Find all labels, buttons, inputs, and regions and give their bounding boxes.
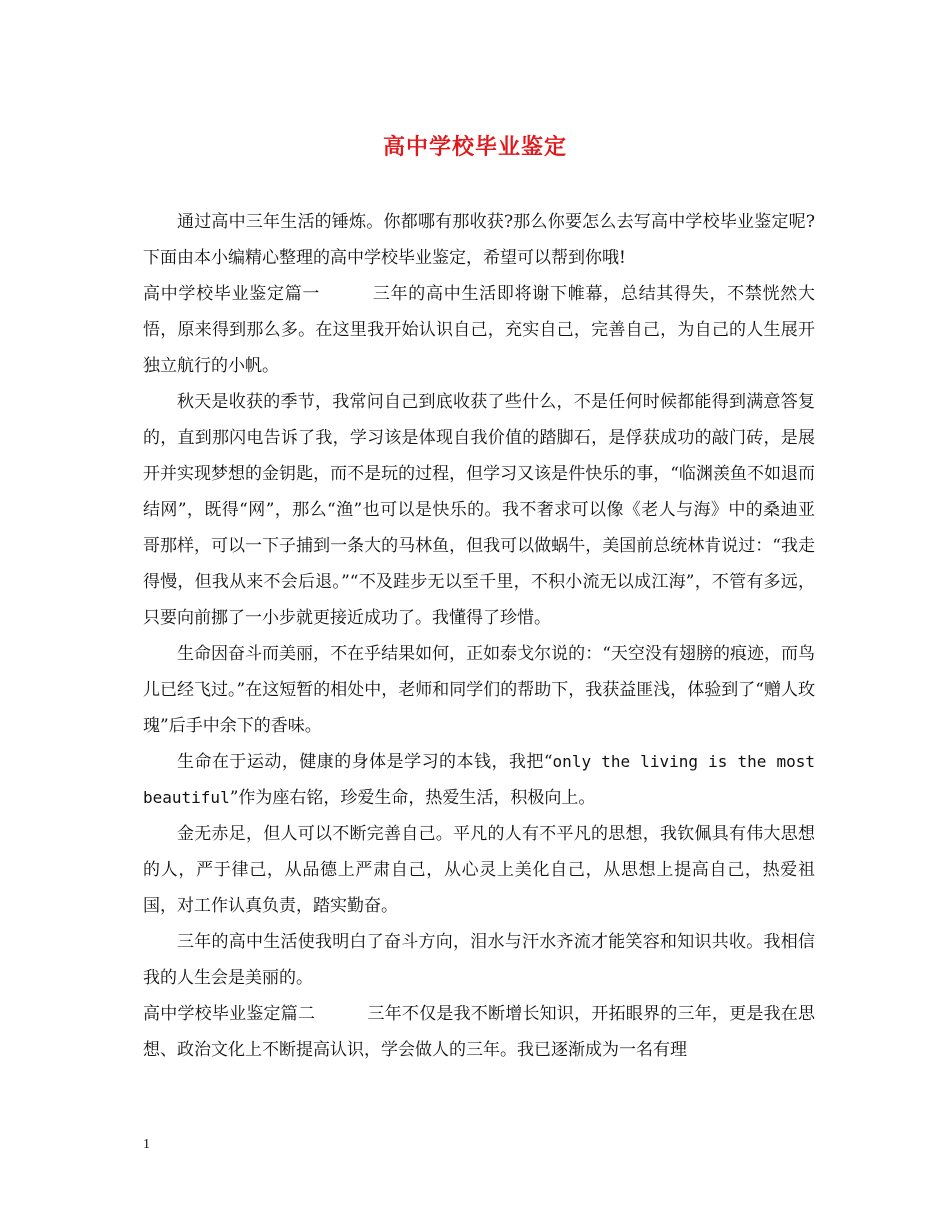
section-1-heading: 高中学校毕业鉴定篇一 bbox=[143, 284, 321, 304]
health-text-before: 生命在于运动，健康的身体是学习的本钱，我把“ bbox=[177, 752, 553, 772]
section-2-heading: 高中学校毕业鉴定篇二 bbox=[143, 1004, 316, 1024]
section-2-first-text: 三年不仅是我不断增长知识，开拓眼界的三年，更是我在思想、政治文化上不断提高认识，学会做人的三年。我已逐渐成为一名有理 bbox=[143, 1004, 816, 1060]
document-body bbox=[143, 204, 815, 1068]
section-1-paragraph-autumn: 秋天是收获的季节，我常问自己到底收获了些什么，不是任何时候都能得到满意答复的，直到那闪电告诉了我，学习该是体现自我价值的踏脚石，是俘获成功的敲门砖，是展开并实现梦想的金钥匙，而不是玩的过程，但学习又该是件快乐的事，“临渊羡鱼不如退而结网”，既得“网”，那么“渔”也可以是快乐的。我不奢求可以像《老人与海》中的桑迪亚哥那样，可以一下子捕到一条大的马林鱼，但我可以做蜗牛，美国前总统林肯说过：“我走得慢，但我从来不会后退。”“不及跬步无以至千里，不积小流无以成江海”，不管有多远，只要向前挪了一小步就更接近成功了。我懂得了珍惜。 bbox=[143, 392, 815, 628]
motto-quote: only the living is the most beautiful bbox=[143, 752, 815, 807]
section-1-paragraph-health bbox=[143, 744, 815, 816]
section-1-paragraph-struggle: 生命因奋斗而美丽，不在乎结果如何，正如泰戈尔说的：“天空没有翅膀的痕迹，而鸟儿已经飞过。”在这短暂的相处中，老师和同学们的帮助下，我获益匪浅，体验到了“赠人玫瑰”后手中余下的香味。 bbox=[143, 644, 815, 736]
section-1-first-text: 三年的高中生活即将谢下帷幕，总结其得失，不禁恍然大悟，原来得到那么多。在这里我开始认识自己，充实自己，完善自己，为自己的人生展开独立航行的小帆。 bbox=[143, 284, 816, 376]
document-title: 高中学校毕业鉴定 bbox=[382, 134, 567, 160]
health-text-after: ”作为座右铭，珍爱生命，热爱生活，积极向上。 bbox=[229, 788, 596, 808]
section-1-paragraph-improve: 金无赤足，但人可以不断完善自己。平凡的人有不平凡的思想，我钦佩具有伟大思想的人，严于律己，从品德上严肃自己，从心灵上美化自己，从思想上提高自己，热爱祖国，对工作认真负责，踏实勤奋。 bbox=[143, 824, 815, 916]
section-1-paragraph bbox=[143, 276, 815, 384]
section-2-paragraph bbox=[143, 996, 815, 1068]
intro-paragraph: 通过高中三年生活的锤炼。你都哪有那收获?那么你要怎么去写高中学校毕业鉴定呢?下面由本小编精心整理的高中学校毕业鉴定，希望可以帮到你哦! bbox=[143, 212, 815, 268]
section-1-paragraph-conclusion: 三年的高中生活使我明白了奋斗方向，泪水与汗水齐流才能笑容和知识共收。我相信我的人生会是美丽的。 bbox=[143, 932, 815, 988]
page-number: 1 bbox=[143, 1137, 150, 1152]
